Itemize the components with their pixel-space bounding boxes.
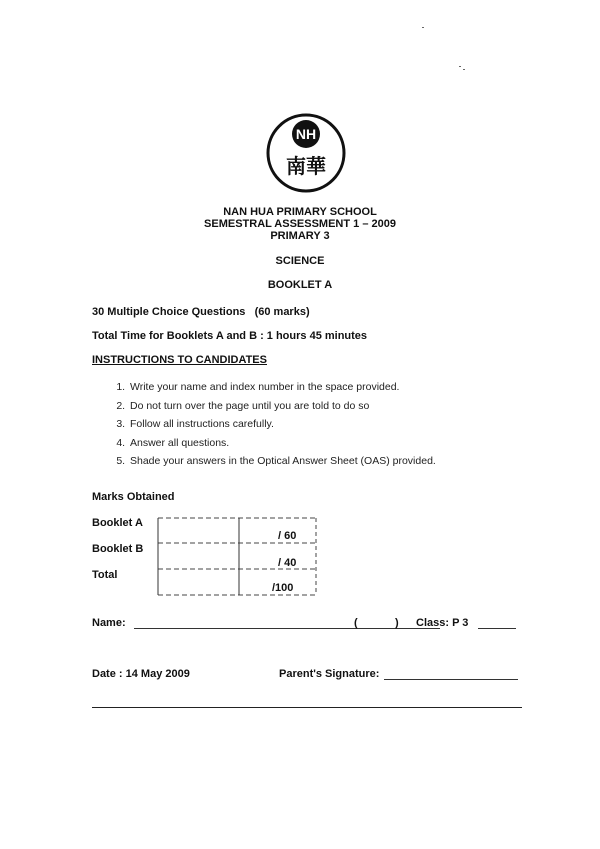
instruction-item: 2. Do not turn over the page until you are told to do so [128,397,436,416]
marks-row-label: Total [92,569,118,581]
marks-obtained-title: Marks Obtained [92,491,175,503]
logo-chinese-name: 南華 [286,154,326,178]
exam-date: Date : 14 May 2009 [92,668,190,680]
booklet-b-denominator: / 40 [278,557,297,569]
index-paren-close: ) [395,617,399,629]
parent-signature-label: Parent's Signature: [279,668,380,680]
bottom-divider [92,707,522,708]
instructions-heading: INSTRUCTIONS TO CANDIDATES [92,354,267,366]
school-logo [265,112,347,194]
name-label: Name: [92,617,126,629]
school-name: NAN HUA PRIMARY SCHOOL [223,206,377,218]
scan-speck [463,69,465,70]
class-field[interactable] [478,628,516,629]
instruction-item: 1. Write your name and index number in the space provided. [128,378,436,397]
booklet-title: BOOKLET A [267,279,333,291]
instruction-item: 5. Shade your answers in the Optical Answer Sheet (OAS) provided. [128,452,436,471]
marks-row-label: Booklet A [92,517,143,529]
instruction-item: 3. Follow all instructions carefully. [128,415,436,434]
booklet-a-denominator: / 60 [278,530,297,542]
question-count: 30 Multiple Choice Questions (60 marks) [92,306,310,318]
subject-title: SCIENCE [275,255,325,267]
marks-row-label: Booklet B [92,543,144,555]
parent-signature-field[interactable] [384,679,518,680]
scan-speck [459,66,461,67]
total-denominator: /100 [272,582,294,594]
name-class-row [92,617,522,635]
instructions-list [92,378,436,471]
logo-monogram: NH [295,126,317,142]
total-time: Total Time for Booklets A and B : 1 hours 45 minutes [92,330,368,342]
index-paren-open: ( [354,617,358,629]
class-label: Class: P 3 [416,617,469,629]
assessment-title: SEMESTRAL ASSESSMENT 1 – 2009 [204,218,396,230]
instruction-item: 4. Answer all questions. [128,434,436,453]
level-title: PRIMARY 3 [270,230,330,242]
scan-speck [422,27,424,28]
